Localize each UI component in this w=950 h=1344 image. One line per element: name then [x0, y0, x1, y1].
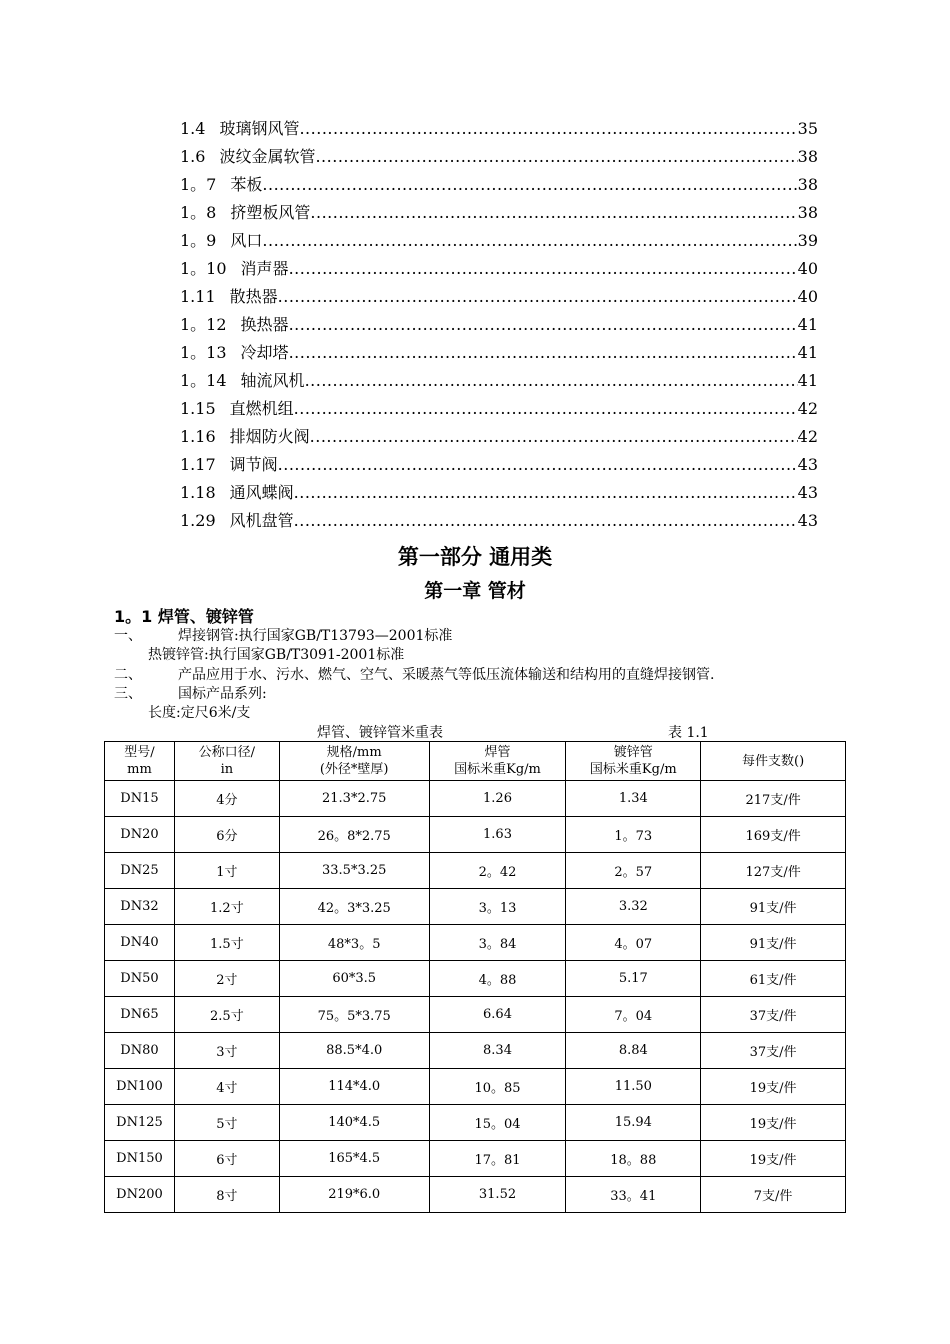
table-row: [105, 1177, 846, 1213]
toc-leader-dots: [299, 117, 797, 141]
toc-leader-dots: [262, 173, 797, 197]
toc-title: 挤塑板风管: [230, 203, 311, 222]
chapter-heading: 第一章 管材: [424, 580, 526, 602]
section-heading: 1。1 焊管、镀锌管: [114, 607, 254, 626]
paragraph-3: [114, 684, 267, 704]
toc-leader-dots: [278, 285, 798, 309]
toc-page-number: 38: [797, 203, 818, 222]
toc-page-number: 39: [797, 231, 818, 250]
paragraph-text: 产品应用于水、污水、燃气、空气、采暖蒸气等低压流体输送和结构用的直缝焊接钢管.: [178, 667, 715, 683]
toc-entry[interactable]: [180, 313, 818, 341]
table-cell: 91支/件: [701, 925, 846, 961]
table-cell: 37支/件: [701, 1033, 846, 1069]
toc-leader-dots: [310, 201, 797, 225]
column-header: 公称口径/ in: [174, 742, 279, 781]
table-cell: DN100: [105, 1069, 175, 1105]
table-row: [105, 853, 846, 889]
toc-leader-dots: [294, 397, 798, 421]
table-cell: 165*4.5: [279, 1141, 429, 1177]
table-cell: 61支/件: [701, 961, 846, 997]
table-cell: 169支/件: [701, 817, 846, 853]
table-cell: DN40: [105, 925, 175, 961]
table-cell: 2.5寸: [174, 997, 279, 1033]
paragraph-2: [114, 665, 714, 685]
toc-page-number: 38: [797, 175, 818, 194]
toc-number: 1.18: [180, 483, 216, 502]
table-cell: DN80: [105, 1033, 175, 1069]
toc-leader-dots: [278, 453, 798, 477]
toc-title: 风口: [230, 231, 263, 250]
table-cell: 6分: [174, 817, 279, 853]
table-cell: 75。5*3.75: [279, 997, 429, 1033]
table-cell: 2。42: [429, 853, 566, 889]
table-cell: DN65: [105, 997, 175, 1033]
toc-page-number: 41: [797, 343, 818, 362]
table-cell: DN25: [105, 853, 175, 889]
table-cell: DN150: [105, 1141, 175, 1177]
table-cell: DN50: [105, 961, 175, 997]
paragraph-text: 国标产品系列:: [178, 686, 267, 702]
toc-page-number: 43: [797, 483, 818, 502]
table-cell: 1.63: [429, 817, 566, 853]
toc-title: 直燃机组: [229, 399, 294, 418]
toc-leader-dots: [305, 369, 798, 393]
column-header: 镀锌管 国标米重Kg/m: [566, 742, 701, 781]
toc-title: 轴流风机: [240, 371, 305, 390]
table-of-contents: [180, 117, 818, 537]
toc-leader-dots: [315, 145, 797, 169]
table-cell: DN15: [105, 781, 175, 817]
toc-entry[interactable]: [180, 173, 818, 201]
toc-leader-dots: [294, 481, 798, 505]
toc-page-number: 41: [797, 315, 818, 334]
table-cell: 33。41: [566, 1177, 701, 1213]
toc-number: 1。10: [180, 259, 227, 278]
table-row: [105, 961, 846, 997]
toc-leader-dots: [289, 313, 798, 337]
toc-entry[interactable]: [180, 453, 818, 481]
toc-entry[interactable]: [180, 257, 818, 285]
toc-title: 波纹金属软管: [219, 147, 316, 166]
table-row: [105, 889, 846, 925]
table-cell: DN200: [105, 1177, 175, 1213]
toc-number: 1.6: [180, 147, 206, 166]
table-cell: 114*4.0: [279, 1069, 429, 1105]
toc-title: 排烟防火阀: [229, 427, 310, 446]
toc-page-number: 40: [797, 259, 818, 278]
toc-leader-dots: [294, 509, 798, 533]
toc-number: 1。7: [180, 175, 217, 194]
toc-entry[interactable]: [180, 201, 818, 229]
table-cell: 26。8*2.75: [279, 817, 429, 853]
table-cell: 4。88: [429, 961, 566, 997]
table-row: [105, 817, 846, 853]
toc-entry[interactable]: [180, 425, 818, 453]
table-cell: 4分: [174, 781, 279, 817]
toc-number: 1。14: [180, 371, 227, 390]
table-row: [105, 1105, 846, 1141]
table-cell: 3。13: [429, 889, 566, 925]
toc-leader-dots: [289, 341, 798, 365]
list-marker: 三、: [114, 686, 142, 702]
table-cell: 219*6.0: [279, 1177, 429, 1213]
toc-title: 调节阀: [229, 455, 278, 474]
toc-leader-dots: [262, 229, 797, 253]
toc-number: 1。9: [180, 231, 217, 250]
table-cell: 15.94: [566, 1105, 701, 1141]
toc-page-number: 41: [797, 371, 818, 390]
table-cell: 1寸: [174, 853, 279, 889]
table-cell: 2。57: [566, 853, 701, 889]
table-cell: 8.34: [429, 1033, 566, 1069]
table-cell: 33.5*3.25: [279, 853, 429, 889]
table-cell: 19支/件: [701, 1141, 846, 1177]
table-row: [105, 1033, 846, 1069]
toc-page-number: 35: [797, 119, 818, 138]
table-cell: 10。85: [429, 1069, 566, 1105]
toc-entry[interactable]: [180, 145, 818, 173]
list-marker: 一、: [114, 628, 142, 644]
toc-number: 1.11: [180, 287, 216, 306]
toc-number: 1.29: [180, 511, 216, 530]
toc-page-number: 43: [797, 511, 818, 530]
table-cell: 8寸: [174, 1177, 279, 1213]
table-cell: 15。04: [429, 1105, 566, 1141]
table-cell: 6.64: [429, 997, 566, 1033]
toc-page-number: 40: [797, 287, 818, 306]
toc-entry[interactable]: [180, 481, 818, 509]
table-cell: 3.32: [566, 889, 701, 925]
table-cell: 3寸: [174, 1033, 279, 1069]
table-label: 表 1.1: [668, 725, 709, 741]
table-cell: 17。81: [429, 1141, 566, 1177]
column-header: 焊管 国标米重Kg/m: [429, 742, 566, 781]
table-cell: 140*4.5: [279, 1105, 429, 1141]
toc-number: 1。8: [180, 203, 217, 222]
table-caption: 焊管、镀锌管米重表: [317, 725, 443, 741]
table-cell: 19支/件: [701, 1105, 846, 1141]
table-cell: 4。07: [566, 925, 701, 961]
toc-entry[interactable]: [180, 341, 818, 369]
table-cell: 8.84: [566, 1033, 701, 1069]
table-row: [105, 1141, 846, 1177]
toc-number: 1.4: [180, 119, 206, 138]
toc-title: 风机盘管: [229, 511, 294, 530]
toc-title: 换热器: [240, 315, 289, 334]
column-header: 规格/mm (外径*壁厚): [279, 742, 429, 781]
toc-number: 1。12: [180, 315, 227, 334]
toc-page-number: 38: [797, 147, 818, 166]
table-cell: 48*3。5: [279, 925, 429, 961]
paragraph-1b: [148, 645, 404, 665]
table-cell: 1.26: [429, 781, 566, 817]
table-cell: 37支/件: [701, 997, 846, 1033]
table-cell: 31.52: [429, 1177, 566, 1213]
table-cell: 21.3*2.75: [279, 781, 429, 817]
column-header: 每件支数(): [701, 742, 846, 781]
toc-title: 玻璃钢风管: [219, 119, 300, 138]
table-cell: DN32: [105, 889, 175, 925]
column-header: 型号/ mm: [105, 742, 175, 781]
table-cell: 1.5寸: [174, 925, 279, 961]
paragraph-text: 长度:定尺6米/支: [148, 705, 251, 721]
table-row: [105, 781, 846, 817]
table-cell: 19支/件: [701, 1069, 846, 1105]
toc-entry[interactable]: [180, 369, 818, 397]
toc-leader-dots: [289, 257, 798, 281]
toc-entry[interactable]: [180, 117, 818, 145]
toc-number: 1。13: [180, 343, 227, 362]
table-cell: 18。88: [566, 1141, 701, 1177]
toc-entry[interactable]: [180, 285, 818, 313]
toc-entry[interactable]: [180, 509, 818, 537]
toc-page-number: 43: [797, 455, 818, 474]
table-cell: 4寸: [174, 1069, 279, 1105]
table-cell: 5寸: [174, 1105, 279, 1141]
table-cell: 1.34: [566, 781, 701, 817]
toc-title: 苯板: [230, 175, 263, 194]
table-cell: DN125: [105, 1105, 175, 1141]
pipe-weight-table: [104, 741, 846, 1213]
table-cell: 6寸: [174, 1141, 279, 1177]
table-cell: 91支/件: [701, 889, 846, 925]
table-cell: 1.2寸: [174, 889, 279, 925]
table-cell: 1。73: [566, 817, 701, 853]
toc-title: 消声器: [240, 259, 289, 278]
list-marker: 二、: [114, 667, 142, 683]
table-cell: 88.5*4.0: [279, 1033, 429, 1069]
table-cell: 127支/件: [701, 853, 846, 889]
paragraph-4: [148, 703, 250, 723]
paragraph-text: 热镀锌管:执行国家GB/T3091-2001标准: [148, 647, 405, 663]
paragraph-text: 焊接钢管:执行国家GB/T13793—2001标准: [178, 628, 453, 644]
table-cell: 5.17: [566, 961, 701, 997]
toc-number: 1.16: [180, 427, 216, 446]
paragraph-1: [114, 626, 452, 646]
toc-entry[interactable]: [180, 397, 818, 425]
toc-title: 通风蝶阀: [229, 483, 294, 502]
table-cell: 3。84: [429, 925, 566, 961]
table-row: [105, 925, 846, 961]
toc-title: 散热器: [229, 287, 278, 306]
table-cell: 7。04: [566, 997, 701, 1033]
table-cell: 60*3.5: [279, 961, 429, 997]
toc-number: 1.17: [180, 455, 216, 474]
toc-number: 1.15: [180, 399, 216, 418]
table-cell: 7支/件: [701, 1177, 846, 1213]
toc-entry[interactable]: [180, 229, 818, 257]
table-cell: 2寸: [174, 961, 279, 997]
toc-title: 冷却塔: [240, 343, 289, 362]
table-row: [105, 997, 846, 1033]
table-row: [105, 1069, 846, 1105]
table-cell: 217支/件: [701, 781, 846, 817]
table-header-row: [105, 742, 846, 781]
part-heading: 第一部分 通用类: [397, 545, 553, 569]
table-cell: 11.50: [566, 1069, 701, 1105]
table-cell: 42。3*3.25: [279, 889, 429, 925]
table-cell: DN20: [105, 817, 175, 853]
toc-page-number: 42: [797, 399, 818, 418]
toc-leader-dots: [310, 425, 798, 449]
toc-page-number: 42: [797, 427, 818, 446]
